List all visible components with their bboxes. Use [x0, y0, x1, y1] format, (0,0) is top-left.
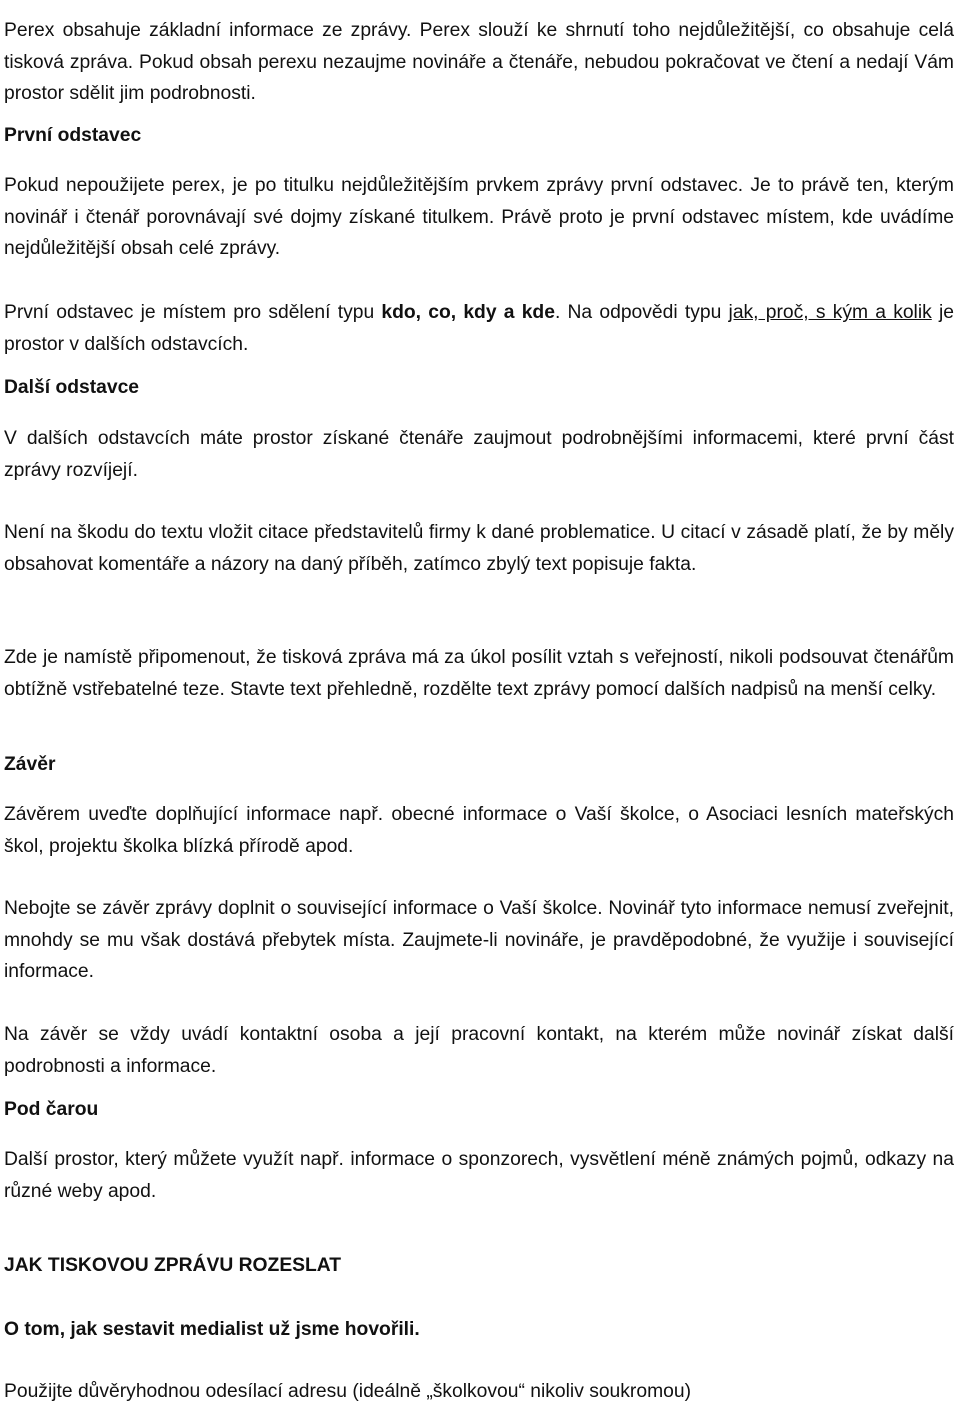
conclusion-p3: Na závěr se vždy uvádí kontaktní osoba a její pracovní kontakt, na kterém může novinář získat další podrobnosti a informace.	[4, 1024, 954, 1077]
who-what-paragraph	[4, 297, 954, 360]
footnote-text: Další prostor, který můžete využít např. informace o sponzorech, vysvětlení méně známých pojmů, odkazy na různé weby apod.	[4, 1149, 954, 1202]
conclusion-p1: Závěrem uveďte doplňující informace např. obecné informace o Vaší školce, o Asociaci lesních mateřských škol, projektu školka blízká přírodě apod.	[4, 804, 954, 857]
heading-other-paragraphs: Další odstavce	[4, 377, 140, 398]
sender-address-tip: Použijte důvěryhodnou odesílací adresu (ideálně „školkovou“ nikoliv soukromou)	[4, 1381, 691, 1402]
who-what-post: je prostor v dalších odstavcích.	[4, 302, 954, 355]
who-what-mid: . Na odpovědi typu	[554, 302, 729, 324]
heading-first-paragraph: První odstavec	[4, 125, 142, 146]
who-what-underline: jak, proč, s kým a kolik	[728, 302, 932, 324]
who-what-bold: kdo, co, kdy a kde	[381, 302, 555, 324]
conclusion-p2: Nebojte se závěr zprávy doplnit o související informace o Vaší školce. Novinář tyto informace nemusí zveřejnit, mnohdy se mu však dostává přebytek místa. Zaujmete-li novináře, je pravděpodobné, že využije i související informace.	[4, 898, 954, 982]
who-what-pre: První odstavec je místem pro sdělení typu	[4, 302, 382, 324]
perex-paragraph: Perex obsahuje základní informace ze zprávy. Perex slouží ke shrnutí toho nejdůležitější, co obsahuje celá tisková zpráva. Pokud obsah perexu nezaujme novináře a čtenáře, nebudou pokračovat ve čtení a nedají Vám prostor sdělit jim podrobnosti.	[4, 20, 954, 104]
medialist-note: O tom, jak sestavit medialist už jsme hovořili.	[4, 1319, 420, 1340]
other-paragraphs-p1: V dalších odstavcích máte prostor získané čtenáře zaujmout podrobnějšími informacemi, které první část zprávy rozvíjejí.	[4, 428, 954, 481]
heading-conclusion: Závěr	[4, 754, 56, 775]
other-paragraphs-p3: Zde je namístě připomenout, že tisková zpráva má za úkol posílit vztah s veřejností, nikoli podsouvat čtenářům obtížně vstřebatelné teze. Stavte text přehledně, rozdělte text zprávy pomocí dalších nadpisů na menší celky.	[4, 647, 954, 700]
heading-footnote: Pod čarou	[4, 1099, 99, 1120]
other-paragraphs-p2: Není na škodu do textu vložit citace představitelů firmy k dané problematice. U citací v zásadě platí, že by měly obsahovat komentáře a názory na daný příběh, zatímco zbylý text popisuje fakta.	[4, 522, 954, 575]
first-paragraph-text: Pokud nepoužijete perex, je po titulku nejdůležitějším prvkem zprávy první odstavec. Je to právě ten, kterým novinář i čtenář porovnávají své dojmy získané titulkem. Právě proto je první odstavec místem, kde uvádíme nejdůležitější obsah celé zprávy.	[4, 175, 954, 259]
heading-how-to-send: JAK TISKOVOU ZPRÁVU ROZESLAT	[4, 1255, 342, 1276]
